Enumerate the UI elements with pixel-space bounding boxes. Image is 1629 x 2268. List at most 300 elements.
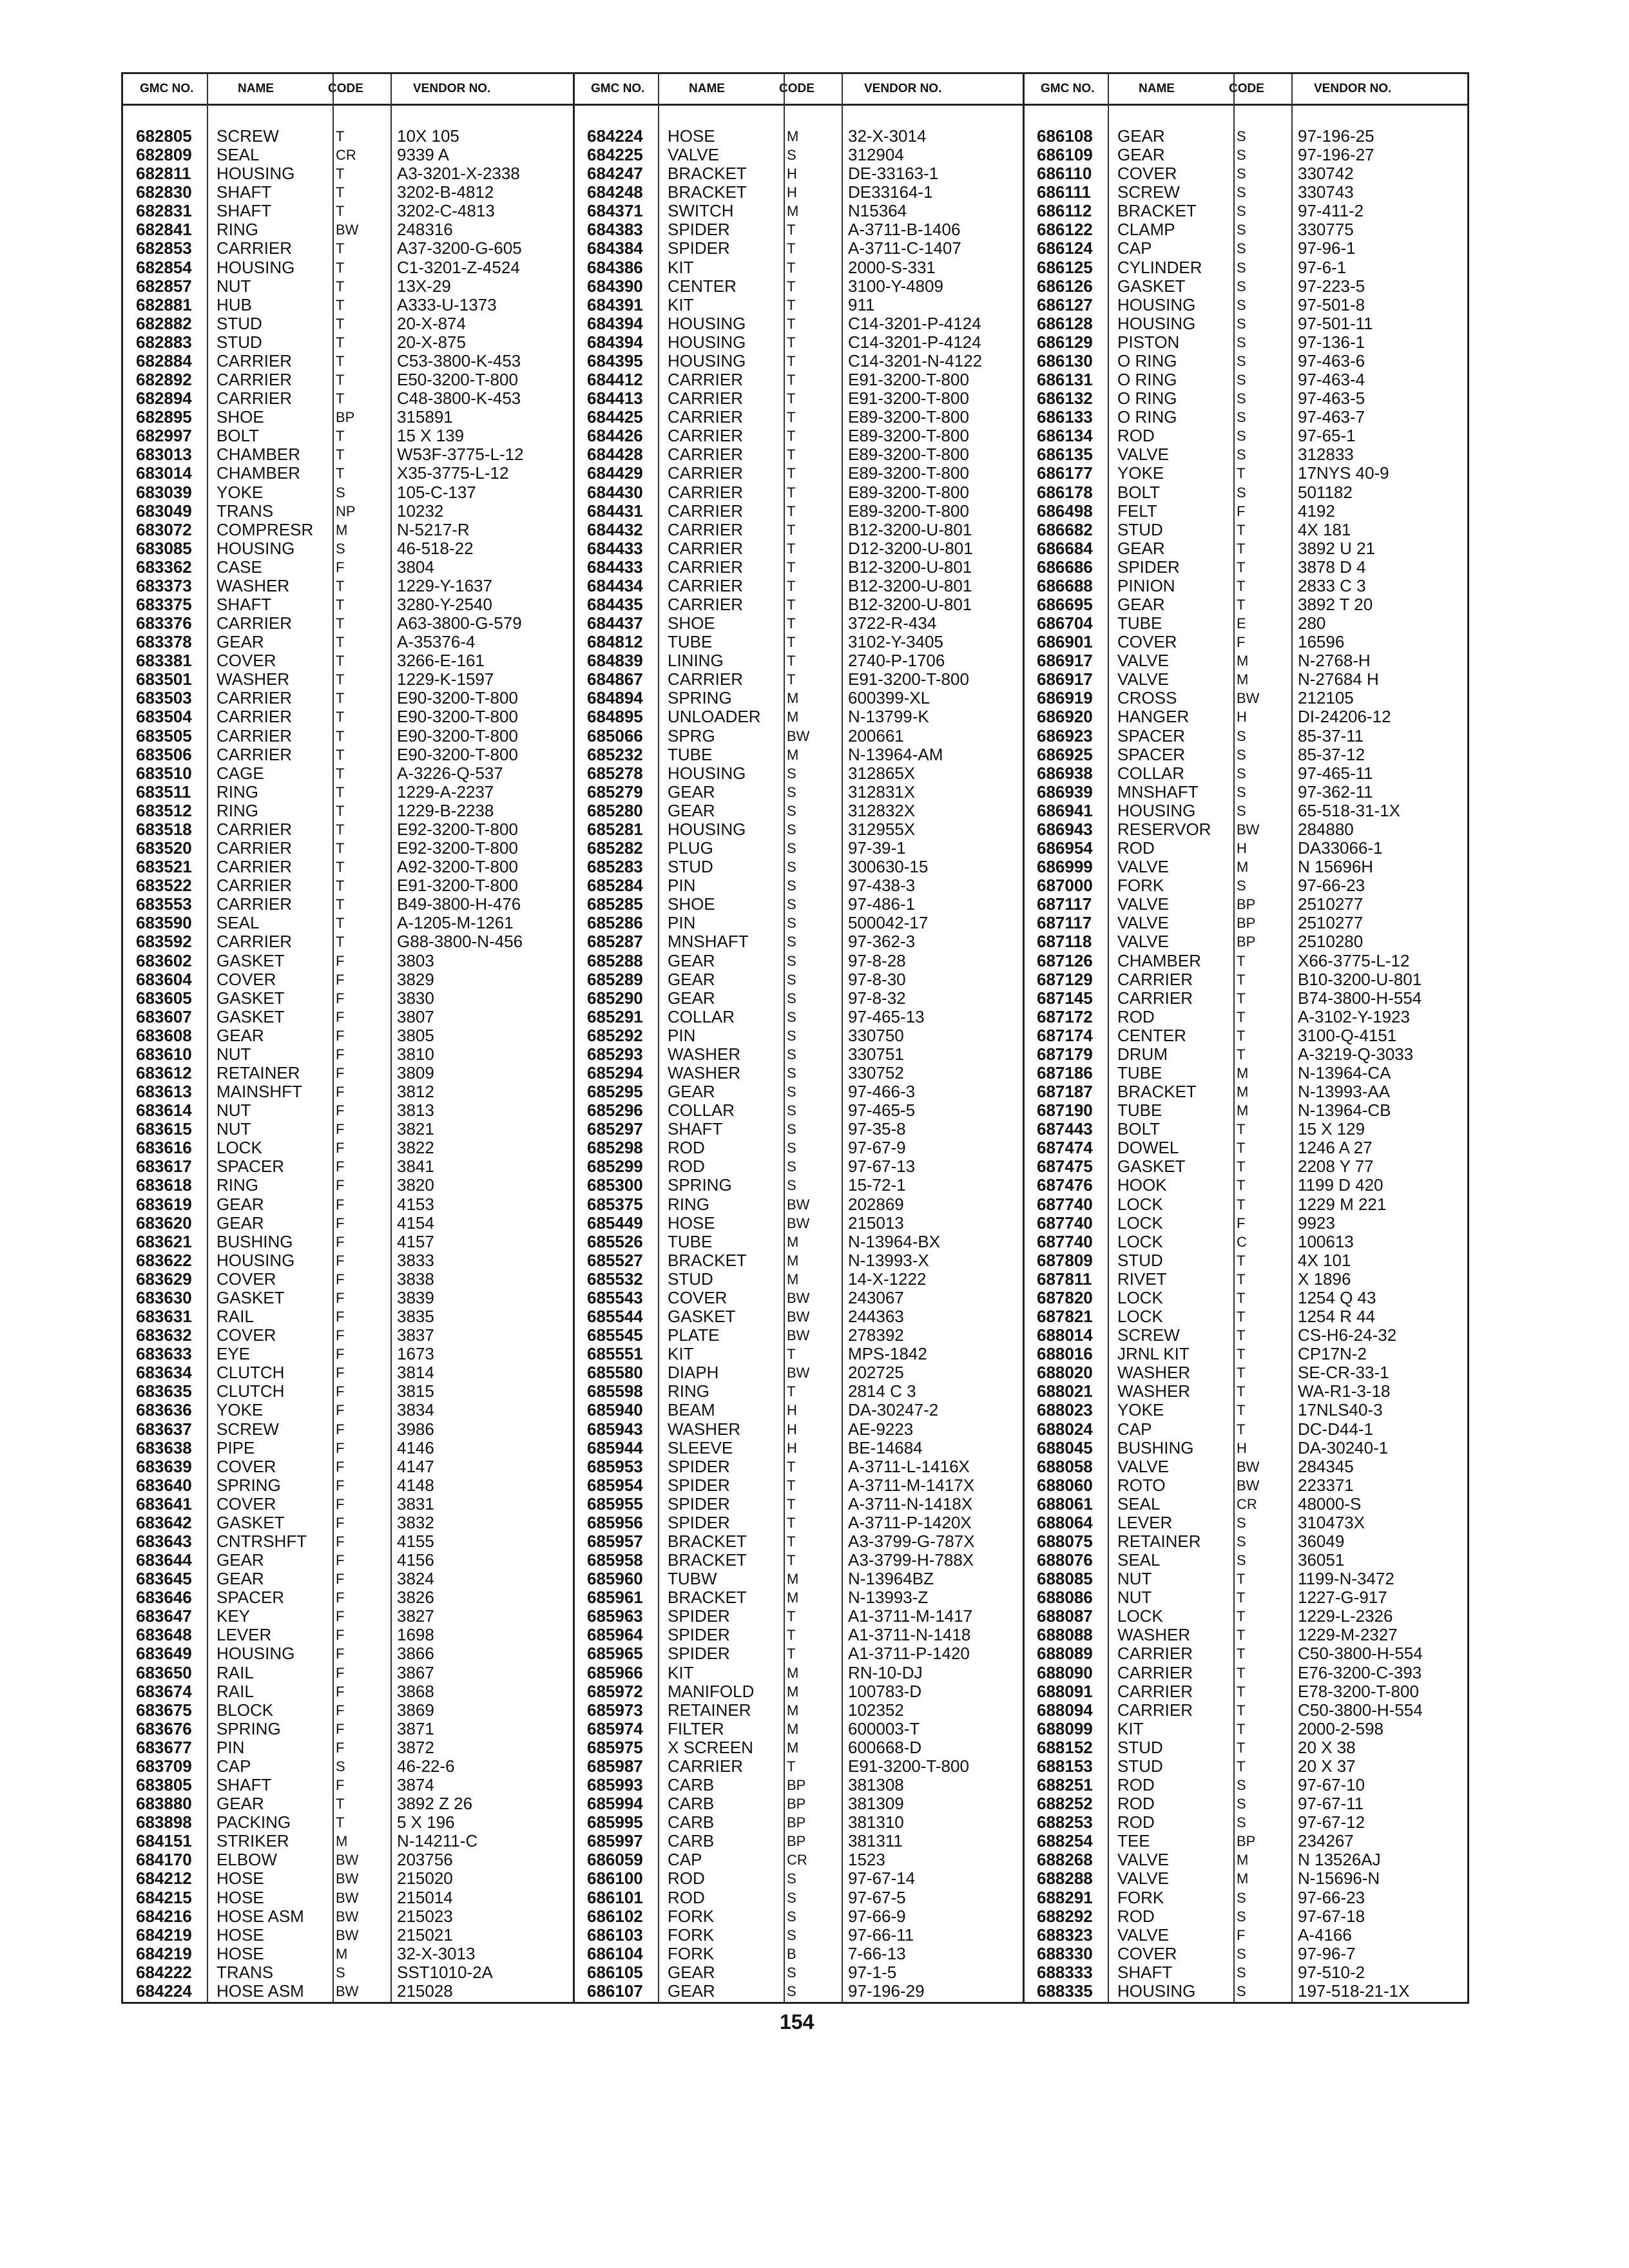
cell-name: CASE <box>217 557 262 577</box>
cell-name: BEAM <box>668 1400 715 1420</box>
cell-code: F <box>336 1664 345 1681</box>
cell-code: F <box>1237 634 1246 651</box>
cell-name: PLATE <box>668 1325 720 1345</box>
cell-vendor: 15-72-1 <box>848 1175 906 1195</box>
cell-name: CHAMBER <box>217 445 301 465</box>
cell-gmc: 688087 <box>1037 1606 1093 1626</box>
cell-gmc: 687187 <box>1037 1082 1093 1102</box>
cell-code: T <box>336 372 345 389</box>
table-row <box>123 1139 568 1157</box>
cell-gmc: 683676 <box>136 1718 192 1738</box>
cell-name: BUSHING <box>217 1231 293 1251</box>
cell-vendor: 3722-R-434 <box>848 613 937 633</box>
cell-name: BRACKET <box>668 1250 747 1270</box>
cell-gmc: 685551 <box>587 1344 643 1364</box>
cell-code: F <box>336 1646 345 1662</box>
cell-gmc: 683376 <box>136 613 192 633</box>
table-row <box>574 1176 1019 1195</box>
cell-vendor: 85-37-12 <box>1298 744 1365 764</box>
cell-vendor: 97-362-3 <box>848 932 916 952</box>
table-row <box>123 558 568 577</box>
cell-code: S <box>1237 409 1246 426</box>
cell-name: GEAR <box>217 1025 264 1045</box>
cell-gmc: 684437 <box>587 613 643 633</box>
cell-vendor: 97-67-10 <box>1298 1775 1365 1795</box>
cell-name: CARB <box>668 1812 715 1832</box>
cell-code: T <box>787 484 796 501</box>
cell-vendor: B49-3800-H-476 <box>397 894 521 914</box>
cell-gmc: 686124 <box>1037 238 1093 258</box>
cell-name: CARRIER <box>217 238 293 258</box>
cell-gmc: 684413 <box>587 389 643 408</box>
cell-code: T <box>336 577 345 594</box>
cell-code: S <box>787 1983 796 1999</box>
cell-vendor: 97-8-30 <box>848 969 906 989</box>
cell-name: CAP <box>1117 238 1152 258</box>
cell-code: M <box>787 1739 799 1756</box>
cell-code: M <box>787 1271 799 1287</box>
cell-name: GASKET <box>1117 276 1186 296</box>
cell-vendor: X66-3775-L-12 <box>1298 950 1410 970</box>
cell-name: DOWEL <box>1117 1138 1179 1158</box>
cell-vendor: 312832X <box>848 800 916 820</box>
table-row <box>574 1307 1019 1326</box>
cell-gmc: 686112 <box>1037 201 1092 221</box>
cell-vendor: 202869 <box>848 1194 904 1214</box>
cell-vendor: B12-3200-U-801 <box>848 595 972 614</box>
cell-vendor: 4147 <box>397 1456 434 1476</box>
cell-vendor: C48-3800-K-453 <box>397 389 521 408</box>
cell-code: BW <box>787 1327 810 1344</box>
cell-name: HOUSING <box>668 763 746 783</box>
cell-gmc: 685298 <box>587 1138 643 1158</box>
cell-name: STUD <box>1117 1756 1163 1776</box>
cell-code: H <box>1237 840 1247 857</box>
cell-code: T <box>1237 1140 1246 1157</box>
cell-code: T <box>336 915 345 932</box>
cell-code: S <box>787 1046 796 1062</box>
cell-gmc: 684394 <box>587 313 643 333</box>
table-row <box>574 220 1019 239</box>
table-row <box>1024 127 1469 146</box>
table-row <box>574 1214 1019 1233</box>
cell-code: T <box>1237 1758 1246 1774</box>
cell-vendor: C50-3800-H-554 <box>1298 1644 1423 1664</box>
cell-name: O RING <box>1117 370 1177 390</box>
cell-name: O RING <box>1117 389 1177 408</box>
cell-name: STUD <box>1117 1737 1163 1757</box>
cell-name: MNSHAFT <box>668 932 749 952</box>
cell-gmc: 685944 <box>587 1437 643 1457</box>
cell-name: NUT <box>1117 1569 1152 1589</box>
cell-code: T <box>787 352 796 369</box>
cell-name: HOUSING <box>1117 313 1196 333</box>
cell-gmc: 684431 <box>587 501 643 521</box>
cell-name: SPIDER <box>668 1625 730 1645</box>
header-vendor: VENDOR NO. <box>1314 82 1392 95</box>
cell-code: BP <box>1237 1833 1256 1850</box>
cell-vendor: E90-3200-T-800 <box>397 688 518 708</box>
cell-code: T <box>787 1533 796 1550</box>
cell-vendor: 97-465-11 <box>1298 763 1373 783</box>
cell-name: ROD <box>1117 1812 1155 1832</box>
cell-name: CARRIER <box>217 857 293 877</box>
table-row <box>574 1907 1019 1926</box>
table-row <box>1024 1532 1469 1551</box>
cell-gmc: 687474 <box>1037 1138 1093 1158</box>
table-row <box>1024 595 1469 614</box>
cell-code: S <box>787 1008 796 1025</box>
cell-gmc: 682841 <box>136 220 192 240</box>
cell-name: LINING <box>668 651 724 671</box>
cell-gmc: 683506 <box>136 744 192 764</box>
cell-gmc: 685066 <box>587 726 643 745</box>
cell-vendor: E89-3200-T-800 <box>848 463 969 483</box>
table-row <box>1024 839 1469 858</box>
cell-gmc: 685993 <box>587 1775 643 1795</box>
table-row <box>574 614 1019 633</box>
cell-code: F <box>336 1439 345 1456</box>
cell-name: ROD <box>1117 426 1155 446</box>
table-row <box>574 1644 1019 1663</box>
table-row <box>1024 296 1469 314</box>
cell-gmc: 684222 <box>136 1962 192 1982</box>
cell-gmc: 687000 <box>1037 876 1093 896</box>
cell-name: HOSE <box>668 1213 715 1233</box>
cell-vendor: 215013 <box>848 1213 904 1233</box>
cell-code: F <box>336 1683 345 1700</box>
cell-vendor: E90-3200-T-800 <box>397 707 518 727</box>
table-row <box>123 802 568 820</box>
cell-vendor: 97-67-14 <box>848 1869 916 1888</box>
cell-code: T <box>787 409 796 426</box>
cell-vendor: 97-67-13 <box>848 1157 916 1177</box>
cell-name: COVER <box>1117 1943 1177 1963</box>
cell-vendor: E91-3200-T-800 <box>848 669 969 689</box>
cell-vendor: 1199-N-3472 <box>1298 1569 1394 1589</box>
table-row <box>123 1382 568 1401</box>
cell-gmc: 683634 <box>136 1363 192 1383</box>
cell-gmc: 686684 <box>1037 538 1093 558</box>
cell-code: S <box>1237 315 1246 332</box>
cell-vendor: 97-67-5 <box>848 1887 906 1907</box>
cell-name: SPACER <box>217 1157 284 1177</box>
cell-name: BRACKET <box>668 1588 747 1608</box>
cell-name: RING <box>217 782 258 802</box>
table-row <box>574 389 1019 408</box>
cell-name: HOSE <box>668 126 715 146</box>
cell-vendor: 3803 <box>397 950 434 970</box>
cell-gmc: 685293 <box>587 1044 643 1064</box>
cell-name: STUD <box>217 332 262 352</box>
cell-gmc: 683640 <box>136 1475 192 1495</box>
cell-code: T <box>336 615 345 632</box>
cell-vendor: 212105 <box>1298 688 1354 708</box>
parts-table <box>121 72 1469 2004</box>
cell-gmc: 686129 <box>1037 332 1093 352</box>
table-row <box>123 727 568 745</box>
table-row <box>574 502 1019 521</box>
cell-name: WASHER <box>217 669 290 689</box>
cell-name: STUD <box>668 1269 713 1289</box>
cell-code: S <box>1237 184 1246 201</box>
cell-gmc: 683642 <box>136 1512 192 1532</box>
cell-name: ROD <box>1117 1006 1155 1026</box>
cell-name: SPIDER <box>1117 557 1180 577</box>
table-row <box>123 1963 568 1982</box>
table-row <box>123 914 568 932</box>
cell-code: CR <box>336 147 356 164</box>
cell-code: T <box>787 240 796 257</box>
table-row <box>123 876 568 895</box>
cell-code: F <box>336 1233 345 1250</box>
header-gmc: GMC NO. <box>140 82 194 95</box>
cell-code: BP <box>787 1796 806 1812</box>
cell-vendor: 1229-Y-1637 <box>397 575 492 595</box>
cell-code: S <box>1237 1908 1246 1925</box>
cell-code: S <box>1237 746 1246 763</box>
cell-name: CARRIER <box>668 669 744 689</box>
cell-name: FORK <box>668 1943 715 1963</box>
cell-gmc: 684428 <box>587 445 643 465</box>
cell-code: T <box>787 334 796 351</box>
cell-name: SPACER <box>1117 726 1185 745</box>
cell-name: CLUTCH <box>217 1363 285 1383</box>
cell-vendor: 3837 <box>397 1325 434 1345</box>
table-row <box>1024 1457 1469 1476</box>
cell-gmc: 686178 <box>1037 482 1093 502</box>
cell-name: GEAR <box>668 1082 715 1102</box>
cell-gmc: 685296 <box>587 1100 643 1120</box>
cell-name: CARRIER <box>1117 1681 1193 1701</box>
cell-code: T <box>336 203 345 220</box>
cell-code: S <box>1237 147 1246 164</box>
cell-code: H <box>1237 1439 1247 1456</box>
cell-code: F <box>336 1477 345 1494</box>
cell-code: T <box>787 372 796 389</box>
cell-name: CARRIER <box>217 744 293 764</box>
table-row <box>574 1064 1019 1082</box>
cell-name: RING <box>217 800 258 820</box>
cell-vendor: 315891 <box>397 407 453 427</box>
cell-name: GEAR <box>217 632 264 652</box>
table-row <box>123 539 568 558</box>
cell-gmc: 685963 <box>587 1606 643 1626</box>
cell-vendor: 2208 Y 77 <box>1298 1157 1374 1177</box>
cell-gmc: 688090 <box>1037 1662 1093 1682</box>
cell-code: F <box>336 1702 345 1718</box>
cell-code: S <box>1237 1945 1246 1962</box>
cell-vendor: A-3711-B-1406 <box>848 220 961 240</box>
cell-name: CLAMP <box>1117 220 1175 240</box>
cell-vendor: 10X 105 <box>397 126 459 146</box>
cell-name: HOUSING <box>668 351 746 370</box>
table-row <box>574 1701 1019 1720</box>
cell-name: HUB <box>217 294 252 314</box>
cell-code: T <box>787 577 796 594</box>
table-row <box>574 1720 1019 1738</box>
cell-code: S <box>1237 878 1246 894</box>
cell-gmc: 682882 <box>136 313 192 333</box>
table-row <box>574 952 1019 970</box>
cell-gmc: 685580 <box>587 1363 643 1383</box>
cell-vendor: N-13964BZ <box>848 1569 934 1589</box>
cell-name: SPIDER <box>668 1512 730 1532</box>
cell-vendor: 1229 M 221 <box>1298 1194 1387 1214</box>
cell-name: HOUSING <box>1117 800 1196 820</box>
cell-code: F <box>1237 1927 1246 1943</box>
cell-vendor: 97-35-8 <box>848 1119 906 1139</box>
table-row <box>1024 1720 1469 1738</box>
table-row <box>123 764 568 783</box>
table-row <box>123 146 568 164</box>
cell-code: T <box>336 859 345 876</box>
cell-vendor: B10-3200-U-801 <box>1298 969 1422 989</box>
cell-gmc: 686941 <box>1037 800 1093 820</box>
cell-vendor: A-3711-M-1417X <box>848 1475 975 1495</box>
table-row <box>123 1326 568 1345</box>
cell-name: FILTER <box>668 1718 724 1738</box>
table-row <box>574 858 1019 876</box>
table-row <box>1024 895 1469 914</box>
cell-name: ROD <box>1117 1775 1155 1795</box>
cell-code: S <box>787 1084 796 1100</box>
table-row <box>574 408 1019 427</box>
cell-gmc: 685543 <box>587 1287 643 1307</box>
cell-vendor: C14-3201-P-4124 <box>848 313 981 333</box>
table-row <box>123 1551 568 1570</box>
cell-gmc: 685956 <box>587 1512 643 1532</box>
cell-code: T <box>787 428 796 445</box>
cell-name: PIPE <box>217 1437 255 1457</box>
cell-gmc: 688088 <box>1037 1625 1093 1645</box>
cell-vendor: 97-465-13 <box>848 1006 925 1026</box>
cell-vendor: 14-X-1222 <box>848 1269 927 1289</box>
cell-vendor: 330752 <box>848 1063 904 1082</box>
cell-code: M <box>1237 671 1249 688</box>
table-row <box>123 1664 568 1682</box>
table-row <box>1024 1157 1469 1176</box>
cell-vendor: 46-518-22 <box>397 538 474 558</box>
cell-code: NP <box>336 503 356 519</box>
cell-code: S <box>787 990 796 1006</box>
cell-vendor: 3202-B-4812 <box>397 182 494 202</box>
cell-code: M <box>787 709 799 726</box>
cell-code: T <box>1237 597 1246 613</box>
cell-code: F <box>336 1739 345 1756</box>
table-row <box>574 1626 1019 1644</box>
cell-name: COVER <box>1117 164 1177 184</box>
table-row <box>574 1682 1019 1701</box>
cell-code: E <box>1237 615 1246 632</box>
cell-name: SPIDER <box>668 238 730 258</box>
cell-name: WASHER <box>1117 1363 1191 1383</box>
cell-name: EYE <box>217 1344 251 1364</box>
table-row <box>1024 1514 1469 1532</box>
cell-name: TUBE <box>668 744 713 764</box>
cell-gmc: 684433 <box>587 557 643 577</box>
table-row <box>574 670 1019 689</box>
cell-code: T <box>787 653 796 669</box>
cell-name: YOKE <box>217 482 264 502</box>
table-row <box>1024 1363 1469 1382</box>
table-row <box>1024 1476 1469 1495</box>
cell-name: CENTER <box>1117 1025 1186 1045</box>
cell-name: FORK <box>1117 1887 1164 1907</box>
table-row <box>574 1926 1019 1945</box>
table-row <box>574 1588 1019 1607</box>
table-row <box>1024 1850 1469 1869</box>
cell-name: SHOE <box>668 613 715 633</box>
cell-code: F <box>336 1402 345 1419</box>
cell-gmc: 684394 <box>587 332 643 352</box>
cell-vendor: A-3102-Y-1923 <box>1298 1006 1410 1026</box>
cell-vendor: 1523 <box>848 1850 885 1870</box>
cell-vendor: A1-3711-P-1420 <box>848 1644 970 1664</box>
cell-vendor: 3833 <box>397 1250 434 1270</box>
cell-name: CARRIER <box>668 426 744 446</box>
cell-vendor: 97-136-1 <box>1298 332 1365 352</box>
cell-code: S <box>787 934 796 950</box>
cell-name: COVER <box>668 1287 728 1307</box>
table-row <box>1024 614 1469 633</box>
cell-gmc: 686126 <box>1037 276 1093 296</box>
table-row <box>123 1270 568 1289</box>
cell-vendor: 20-X-874 <box>397 313 466 333</box>
cell-gmc: 685940 <box>587 1400 643 1420</box>
cell-gmc: 683880 <box>136 1794 192 1814</box>
table-row <box>574 164 1019 183</box>
table-row <box>574 970 1019 989</box>
cell-name: HOUSING <box>217 1644 295 1664</box>
cell-name: SHAFT <box>1117 1962 1173 1982</box>
cell-vendor: 381311 <box>848 1831 903 1851</box>
cell-code: T <box>1237 1289 1246 1306</box>
cell-vendor: 1229-A-2237 <box>397 782 494 802</box>
cell-name: GASKET <box>217 1512 285 1532</box>
table-row <box>1024 1233 1469 1251</box>
cell-name: CARRIER <box>668 407 744 427</box>
cell-name: WASHER <box>668 1063 741 1082</box>
cell-vendor: 2510277 <box>1298 894 1364 914</box>
cell-name: LOCK <box>217 1138 262 1158</box>
cell-name: NUT <box>217 1119 251 1139</box>
cell-code: M <box>336 521 348 538</box>
cell-vendor: 3815 <box>397 1381 434 1401</box>
cell-gmc: 688254 <box>1037 1831 1093 1851</box>
cell-gmc: 682830 <box>136 182 192 202</box>
cell-gmc: 685598 <box>587 1381 643 1401</box>
table-row <box>123 1420 568 1439</box>
cell-code: BW <box>336 1927 359 1943</box>
cell-name: SHOE <box>668 894 715 914</box>
cell-gmc: 683605 <box>136 988 192 1008</box>
cell-name: MNSHAFT <box>1117 782 1199 802</box>
cell-gmc: 683636 <box>136 1400 192 1420</box>
table-row <box>574 239 1019 258</box>
table-row <box>574 1157 1019 1176</box>
cell-gmc: 686111 <box>1037 182 1091 202</box>
cell-name: HOUSING <box>217 164 295 184</box>
table-row <box>574 464 1019 483</box>
table-row <box>123 352 568 370</box>
cell-code: M <box>336 1833 348 1850</box>
table-row <box>123 239 568 258</box>
cell-vendor: 215021 <box>397 1925 453 1945</box>
table-row <box>574 1008 1019 1026</box>
cell-code: S <box>336 484 345 501</box>
cell-gmc: 683501 <box>136 669 192 689</box>
